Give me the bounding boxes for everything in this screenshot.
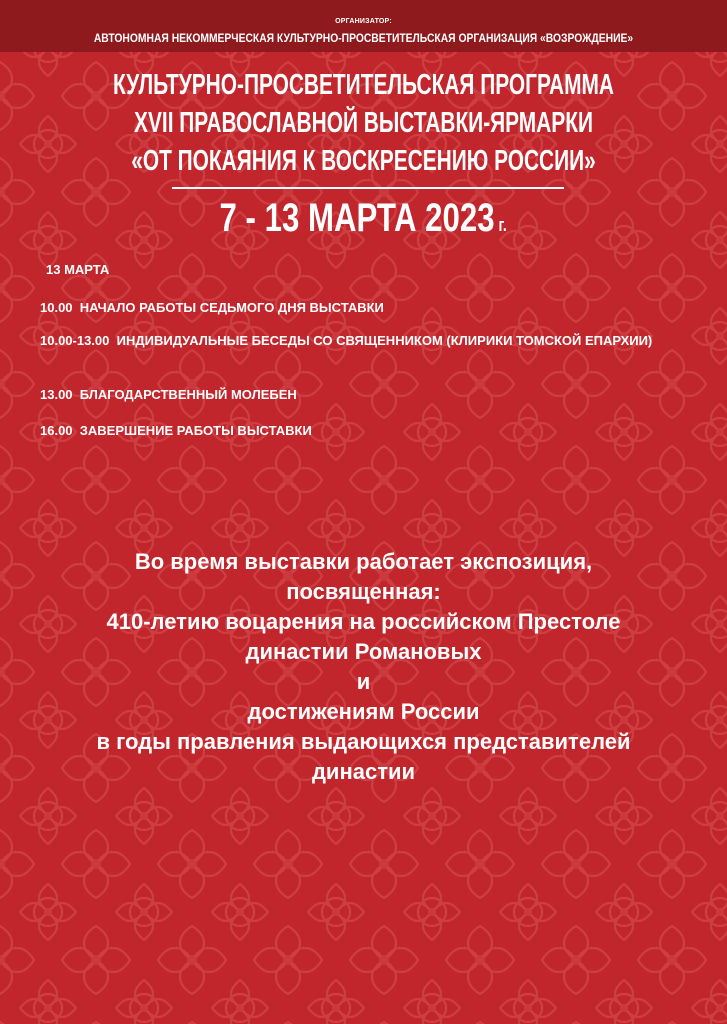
schedule-item (40, 333, 690, 348)
info-line-8: династии (311, 759, 416, 784)
info-line-2: посвященная: (286, 579, 441, 604)
schedule-item (40, 423, 690, 438)
info-line-1: Во время выставки работает экспозиция, (134, 549, 593, 574)
schedule-day: 13 МАРТА (46, 262, 110, 277)
schedule-text: НАЧАЛО РАБОТЫ СЕДЬМОГО ДНЯ ВЫСТАВКИ (79, 300, 384, 315)
info-line-3: 410-летию воцарения на российском Престоле (106, 609, 621, 634)
title-divider (172, 187, 564, 189)
info-line-7: в годы правления выдающихся представителей (96, 729, 631, 754)
title-line-1: КУЛЬТУРНО-ПРОСВЕТИТЕЛЬСКАЯ ПРОГРАММА (112, 69, 615, 101)
schedule-text: ЗАВЕРШЕНИЕ РАБОТЫ ВЫСТАВКИ (79, 423, 312, 438)
title-line-2: XVII ПРАВОСЛАВНОЙ ВЫСТАВКИ-ЯРМАРКИ (134, 107, 593, 139)
schedule-item (40, 387, 690, 402)
info-line-6: достижениям России (247, 699, 480, 724)
schedule-text: ИНДИВИДУАЛЬНЫЕ БЕСЕДЫ СО СВЯЩЕННИКОМ (КЛИРИКИ ТОМСКОЙ ЕПАРХИИ) (116, 333, 653, 348)
schedule-time: 10.00-13.00 (40, 333, 117, 348)
event-dates (0, 196, 727, 241)
dates-suffix: г. (494, 215, 508, 235)
schedule-time: 16.00 (40, 423, 80, 438)
info-line-5: и (356, 669, 371, 694)
schedule-time: 10.00 (40, 300, 80, 315)
organizer-name: АВТОНОМНАЯ НЕКОММЕРЧЕСКАЯ КУЛЬТУРНО-ПРОСВЕТИТЕЛЬСКАЯ ОРГАНИЗАЦИЯ «ВОЗРОЖДЕНИЕ» (93, 31, 634, 45)
organizer-label: ОРГАНИЗАТОР: (335, 18, 392, 25)
info-line-4: династии Романовых (245, 639, 482, 664)
schedule-text: БЛАГОДАРСТВЕННЫЙ МОЛЕБЕН (79, 387, 297, 402)
program-title (0, 66, 727, 180)
exposition-info (0, 547, 727, 787)
schedule-item (40, 300, 690, 315)
title-line-3: «ОТ ПОКАЯНИЯ К ВОСКРЕСЕНИЮ РОССИИ» (131, 145, 596, 177)
dates-main: 7 - 13 МАРТА 2023 (219, 196, 495, 240)
schedule-time: 13.00 (40, 387, 80, 402)
